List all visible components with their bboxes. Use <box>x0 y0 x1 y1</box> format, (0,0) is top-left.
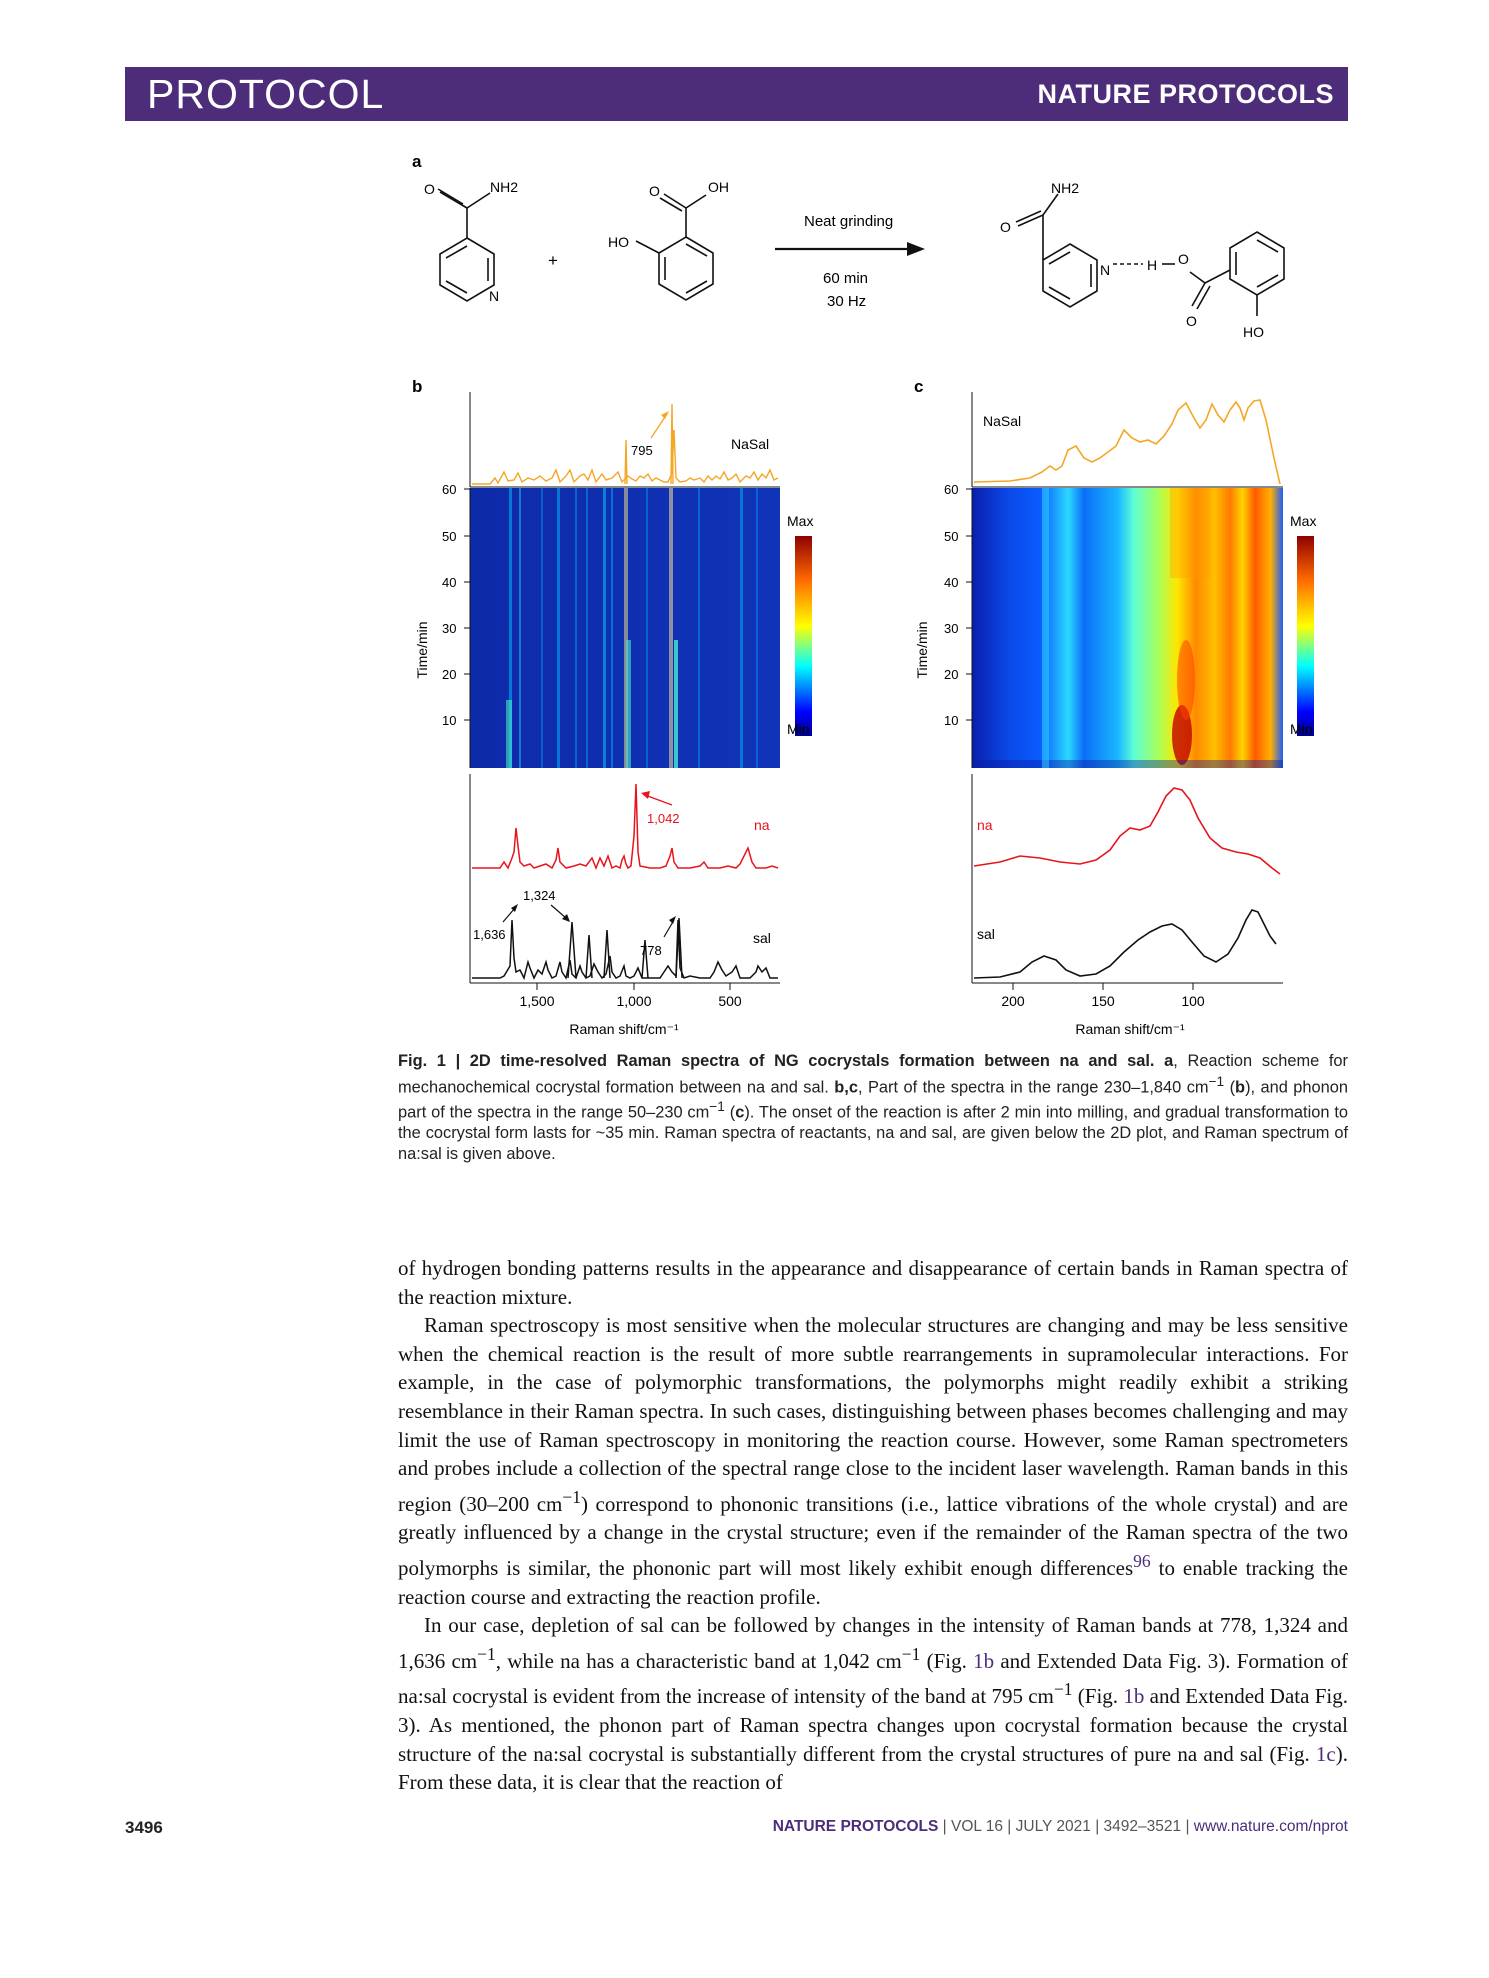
b-peak-1042-arrow <box>645 795 672 805</box>
b-na-trace <box>472 784 778 868</box>
reaction-frequency: 30 Hz <box>827 293 867 310</box>
c-ytick: 10 <box>944 713 959 728</box>
figure-caption: Fig. 1 | 2D time-resolved Raman spectra of NG cocrystals formation between na and sal. a, Reaction scheme for mechanochemical cocrystal formation between na and sal. b,c, Part of the spectra in the range 230–1,840 $cm^{-1}$ (b), and phonon part of the spectra in the range 50–230 $cm^{-1}$ (c). The onset of the reaction is after 2 min into milling, and gradual transformation to the cocrystal form lasts for ~35 min. Raman spectra of reactants, na and sal, are given below the 2D plot, and Raman spectrum of na:sal is given above. <box>398 1052 1349 1163</box>
b-peak-1324-label: 1,324 <box>523 888 556 903</box>
paragraph: Raman spectroscopy is most sensitive when the molecular structures are changing and may be less sensitive when the chemical reaction is the result of more subtle rearrangements in supramolecular interactions. For example, in the case of polymorphic transformations, the polymorphs might readily exhibit a striking resemblance in their Raman spectra. In such cases, distinguishing between phases becomes challenging and may limit the use of Raman spectroscopy in monitoring the reaction course. However, some Raman spectrometers and probes include a collection of the spectral range close to the incident laser wavelength. Raman bands in this region (30–200 $cm^{-1}$) correspond to phononic transitions (i.e., lattice vibrations of the whole crystal) and are greatly influenced by a change in the crystal structure; even if the remainder of the Raman spectra of the two polymorphs is similar, the phononic part will most likely exhibit enough differences$^{96}$ to enable tracking the reaction course and extracting the reaction profile. <box>398 1313 1348 1609</box>
footer-citation: NATURE PROTOCOLS | VOL 16 | JULY 2021 | 3492–3521 | www.nature.com/nprot <box>772 1818 1348 1835</box>
c-colorbar <box>1297 536 1314 736</box>
b-colorbar-min: Min <box>787 721 810 737</box>
panel-a <box>412 152 1284 340</box>
b-peak-1324-arrow <box>551 905 566 918</box>
arrow-icon <box>641 791 650 799</box>
cocrystal-h-label: H <box>1147 257 1158 273</box>
b-xlabel: Raman shift/cm⁻¹ <box>569 1021 679 1037</box>
c-colorbar-min: Min <box>1290 721 1313 737</box>
plus-sign: + <box>548 251 558 270</box>
b-ytick: 40 <box>442 575 457 590</box>
panel-c-label: c <box>914 377 924 396</box>
panel-b <box>412 377 813 1037</box>
journal-url-link[interactable]: www.nature.com/nprot <box>1193 1818 1348 1835</box>
c-colorbar-max: Max <box>1290 513 1317 529</box>
c-na-label: na <box>977 817 993 833</box>
c-ytick: 40 <box>944 575 959 590</box>
arrow-icon <box>669 916 676 924</box>
na-nh2-label: NH2 <box>490 179 519 195</box>
panel-a-label: a <box>412 152 422 171</box>
c-sal-trace <box>974 910 1276 978</box>
cocrystal-ho-label: HO <box>1243 324 1264 340</box>
sal-oh-label: OH <box>708 179 729 195</box>
cocrystal-nh2-label: NH2 <box>1051 180 1080 196</box>
cocrystal-o2-label: O <box>1178 251 1189 267</box>
section-label: PROTOCOL <box>147 71 385 117</box>
cocrystal-structure <box>1016 194 1284 316</box>
b-peak-795-label: 795 <box>631 443 653 458</box>
c-xtick: 100 <box>1181 993 1205 1009</box>
cocrystal-o-label: O <box>1000 219 1011 235</box>
sal-ho-label: HO <box>608 234 629 250</box>
b-ylabel: Time/min <box>414 621 430 679</box>
arrow-icon <box>661 411 669 419</box>
b-peak-1636-label: 1,636 <box>473 927 506 942</box>
b-nasal-label: NaSal <box>731 436 770 452</box>
salicylic-acid-structure <box>636 194 713 300</box>
body-text <box>398 1254 1348 1797</box>
c-ytick: 60 <box>944 482 959 497</box>
caption-title: Fig. 1 | 2D time-resolved Raman spectra of NG cocrystals formation between na and sal. <box>398 1052 1155 1070</box>
sal-o-label: O <box>649 183 660 199</box>
page-number: 3496 <box>125 1818 163 1837</box>
paragraph: of hydrogen bonding patterns results in the appearance and disappearance of certain bands in Raman spectra of the reaction mixture. <box>398 1256 1348 1309</box>
b-xtick: 500 <box>718 993 742 1009</box>
c-xlabel: Raman shift/cm⁻¹ <box>1075 1021 1185 1037</box>
figure-link[interactable]: 1b <box>1123 1684 1145 1709</box>
b-ytick: 20 <box>442 667 457 682</box>
c-xtick: 150 <box>1091 993 1115 1009</box>
b-na-label: na <box>754 817 770 833</box>
b-yaxis <box>414 482 470 728</box>
b-colorbar <box>795 536 812 736</box>
c-yaxis <box>914 482 972 728</box>
journal-name: NATURE PROTOCOLS <box>1037 79 1334 109</box>
panel-c <box>914 377 1316 1037</box>
c-na-trace <box>974 788 1280 874</box>
na-n-label: N <box>489 288 500 304</box>
panel-b-label: b <box>412 377 423 396</box>
reference-link[interactable]: 96 <box>1133 1550 1151 1571</box>
b-peak-778-label: 778 <box>640 943 662 958</box>
figure-link[interactable]: 1b <box>973 1648 995 1673</box>
paragraph: In our case, depletion of sal can be followed by changes in the intensity of Raman bands at 778, 1,324 and 1,636 $cm^{-1}$, while na has a characteristic band at 1,042 $cm^{-1}$ (Fig. 1b and Extended Data Fig. 3). Formation of na:sal cocrystal is evident from the increase of intensity of the band at 795 $cm^{-1}$ (Fig. 1b and Extended Data Fig. 3). As mentioned, the phonon part of Raman spectra changes upon cocrystal formation because the crystal structure of the na:sal cocrystal is substantially different from the crystal structures of pure na and sal (Fig. 1c). From these data, it is clear that the reaction of <box>398 1613 1349 1795</box>
b-sal-trace <box>472 920 778 978</box>
c-xtick: 200 <box>1001 993 1025 1009</box>
c-ylabel: Time/min <box>914 621 930 679</box>
c-ytick: 50 <box>944 529 959 544</box>
b-peak-1042-label: 1,042 <box>647 811 680 826</box>
c-ytick: 20 <box>944 667 959 682</box>
b-sal-label: sal <box>753 930 771 946</box>
b-ytick: 50 <box>442 529 457 544</box>
c-heatmap-features <box>972 488 1283 768</box>
b-ytick: 60 <box>442 482 457 497</box>
b-xtick: 1,500 <box>519 993 555 1009</box>
figure-link[interactable]: 1c <box>1315 1741 1336 1766</box>
nicotinamide-structure <box>438 189 494 301</box>
b-ytick: 10 <box>442 713 457 728</box>
c-ytick: 30 <box>944 621 959 636</box>
reaction-condition-top: Neat grinding <box>804 213 894 230</box>
cocrystal-o3-label: O <box>1186 313 1197 329</box>
cocrystal-n-label: N <box>1100 262 1111 278</box>
c-sal-label: sal <box>977 926 995 942</box>
arrowhead-icon <box>907 242 925 256</box>
reaction-time: 60 min <box>823 270 869 287</box>
b-xtick: 1,000 <box>616 993 652 1009</box>
b-ytick: 30 <box>442 621 457 636</box>
c-nasal-label: NaSal <box>983 413 1022 429</box>
na-o-label: O <box>424 181 435 197</box>
b-colorbar-max: Max <box>787 513 814 529</box>
